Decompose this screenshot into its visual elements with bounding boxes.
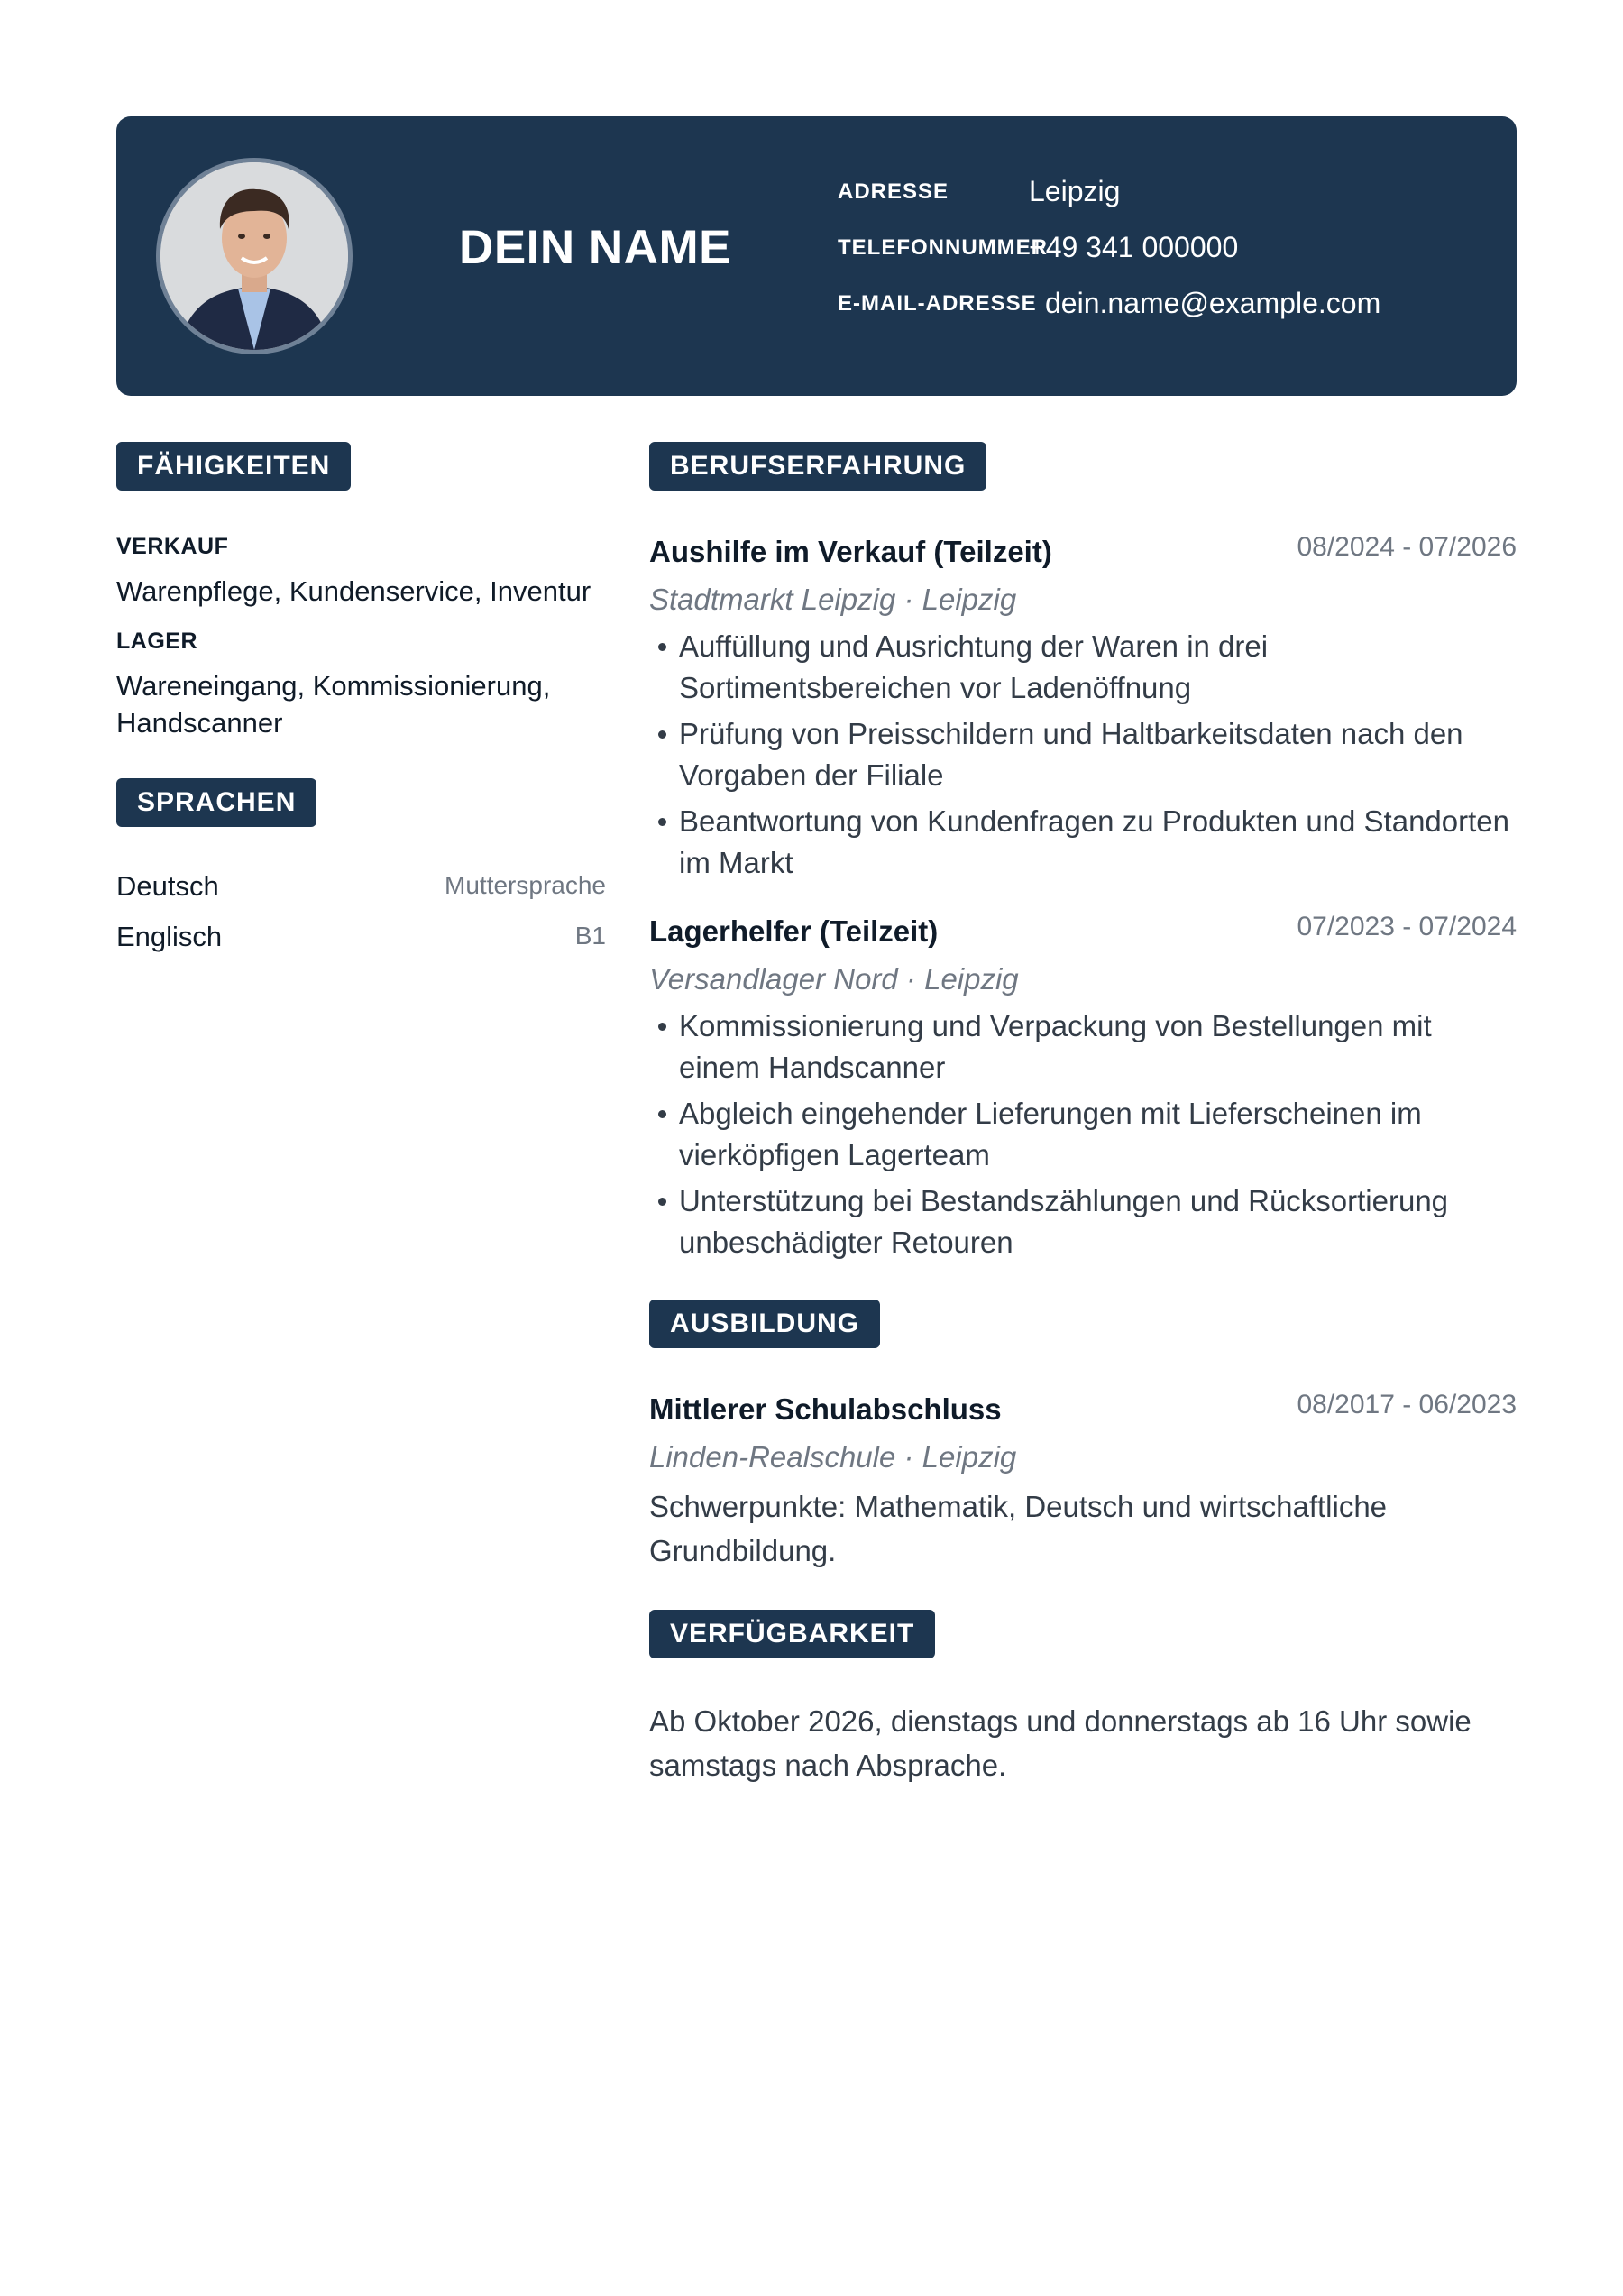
availability-heading: VERFÜGBARKEIT <box>649 1610 935 1658</box>
languages-heading: SPRACHEN <box>116 778 316 827</box>
email-value: dein.name@example.com <box>1045 287 1381 319</box>
job-bullet: Prüfung von Preisschildern und Haltbarkeitsdaten nach den Vorgaben der Filiale <box>649 713 1517 796</box>
email-label: E-MAIL-ADRESSE <box>838 291 1037 316</box>
language-name: Deutsch <box>116 870 219 902</box>
education-description: Schwerpunkte: Mathematik, Deutsch und wirtschaftliche Grundbildung. <box>649 1490 1388 1567</box>
language-level: B1 <box>574 922 606 950</box>
experience-heading: BERUFSERFAHRUNG <box>649 442 986 491</box>
address-value: Leipzig <box>1029 175 1121 207</box>
job-bullet: Kommissionierung und Verpackung von Bestellungen mit einem Handscanner <box>649 1006 1517 1088</box>
availability-text: Ab Oktober 2026, dienstags und donnerstags ab 16 Uhr sowie samstags nach Absprache. <box>649 1704 1472 1782</box>
education-title: Mittlerer Schulabschluss <box>649 1392 1002 1426</box>
education-school: Linden-Realschule · Leipzig <box>649 1440 1017 1474</box>
job-bullet: Beantwortung von Kundenfragen zu Produkten und Standorten im Markt <box>649 801 1517 884</box>
skill-group-title: VERKAUF <box>116 534 229 559</box>
language-level: Muttersprache <box>445 871 606 899</box>
language-name: Englisch <box>116 921 223 952</box>
profile-photo-frame <box>156 158 353 354</box>
job-bullet: Abgleich eingehender Lieferungen mit Lieferscheinen im vierköpfigen Lagerteam <box>649 1093 1517 1176</box>
header-banner <box>116 116 1517 396</box>
job-dates: 08/2024 - 07/2026 <box>1297 532 1517 562</box>
phone-label: TELEFONNUMMER <box>838 235 1048 260</box>
candidate-name: DEIN NAME <box>459 221 731 274</box>
skills-heading: FÄHIGKEITEN <box>116 442 351 491</box>
address-label: ADRESSE <box>838 179 949 204</box>
phone-value: +49 341 000000 <box>1029 231 1239 263</box>
job-bullet-list <box>649 626 1517 888</box>
job-company: Versandlager Nord · Leipzig <box>649 962 1019 996</box>
education-heading: AUSBILDUNG <box>649 1300 880 1348</box>
skill-group-text: Warenpflege, Kundenservice, Inventur <box>116 575 591 607</box>
job-company: Stadtmarkt Leipzig · Leipzig <box>649 583 1017 616</box>
job-dates: 07/2023 - 07/2024 <box>1297 912 1517 941</box>
education-dates: 08/2017 - 06/2023 <box>1297 1390 1517 1419</box>
job-title: Lagerhelfer (Teilzeit) <box>649 914 939 948</box>
job-bullet: Unterstützung bei Bestandszählungen und Rücksortierung unbeschädigter Retouren <box>649 1180 1517 1263</box>
skill-group-text: Wareneingang, Kommissionierung, Handscanner <box>116 670 551 739</box>
skill-group-title: LAGER <box>116 629 197 654</box>
profile-photo <box>160 162 348 350</box>
job-bullet: Auffüllung und Ausrichtung der Waren in drei Sortimentsbereichen vor Ladenöffnung <box>649 626 1517 709</box>
job-bullet-list <box>649 1006 1517 1268</box>
job-title: Aushilfe im Verkauf (Teilzeit) <box>649 535 1052 568</box>
